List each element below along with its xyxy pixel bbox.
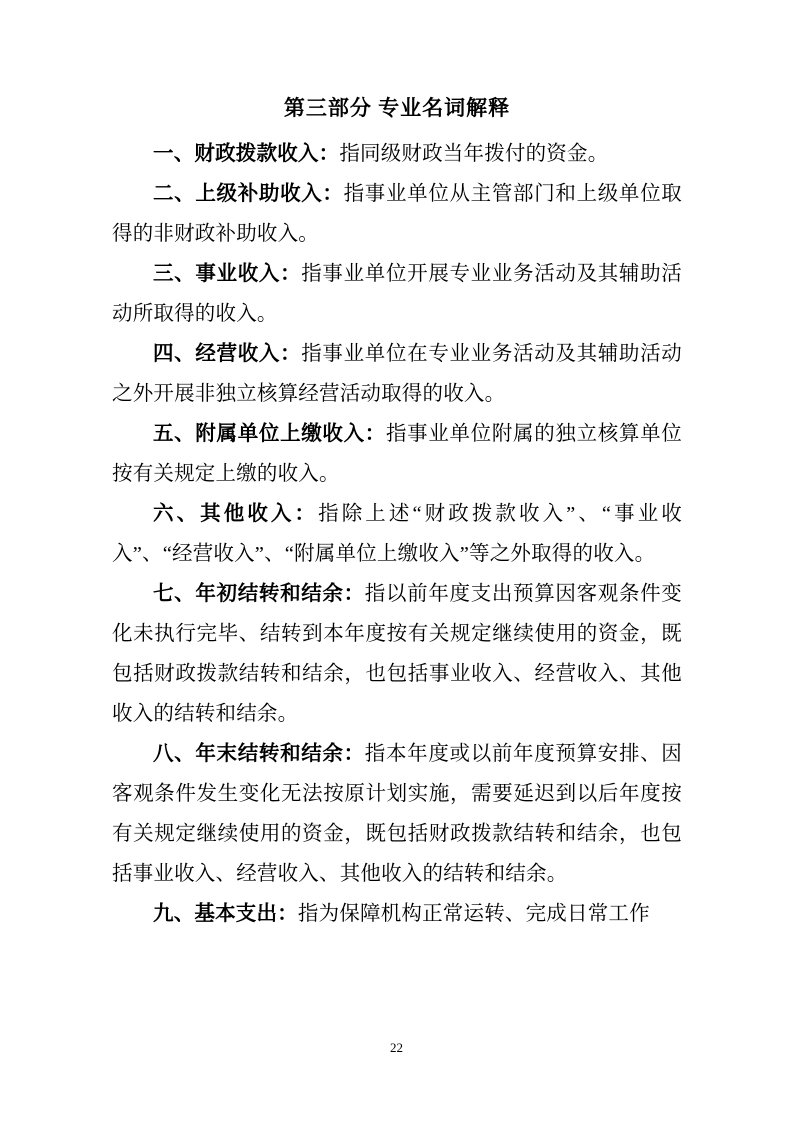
definition-text: 指事业单位开展专业业务活动及其辅助活动所取得的收入。: [112, 263, 682, 325]
definition-paragraph: [112, 734, 682, 894]
definition-term: 三、事业收入：: [153, 263, 302, 285]
definition-text: 指同级财政当年拨付的资金。: [339, 143, 609, 165]
definition-text: 指事业单位在专业业务活动及其辅助活动之外开展非独立核算经营活动取得的收入。: [112, 343, 682, 405]
definition-text: 指为保障机构正常运转、完成日常工作: [297, 903, 650, 925]
definition-term: 七、年初结转和结余：: [153, 583, 365, 605]
definition-term: 四、经营收入：: [153, 343, 302, 365]
definition-paragraph: [112, 494, 682, 574]
definition-term: 八、年末结转和结余：: [153, 743, 365, 765]
definition-text: 指除上述“财政拨款收入”、“事业收入”、“经营收入”、“附属单位上缴收入”等之外取得的收入。: [112, 503, 682, 565]
definition-paragraph: [112, 174, 682, 254]
definition-paragraph: [112, 134, 682, 174]
definition-term: 一、财政拨款收入：: [153, 143, 340, 165]
definition-text: 指本年度或以前年度预算安排、因客观条件发生变化无法按原计划实施，需要延迟到以后年度按有关规定继续使用的资金，既包括财政拨款结转和结余，也包括事业收入、经营收入、其他收入的结转和结余。: [112, 743, 683, 885]
definition-paragraph: [112, 414, 682, 494]
definition-term: 五、附属单位上缴收入：: [153, 423, 386, 445]
definition-paragraph: [112, 574, 682, 734]
definition-term: 九、基本支出：: [153, 903, 298, 925]
page-title: 第三部分 专业名词解释: [283, 96, 511, 120]
definition-paragraph: [112, 894, 682, 934]
definition-paragraph: [112, 254, 682, 334]
definition-text: 指以前年度支出预算因客观条件变化未执行完毕、结转到本年度按有关规定继续使用的资金，既包括财政拨款结转和结余，也包括事业收入、经营收入、其他收入的结转和结余。: [112, 583, 683, 725]
definition-paragraph: [112, 334, 682, 414]
definition-text: 指事业单位附属的独立核算单位按有关规定上缴的收入。: [112, 423, 682, 485]
document-body: [112, 88, 682, 934]
page-number: 22: [390, 1040, 403, 1055]
definition-text: 指事业单位从主管部门和上级单位取得的非财政补助收入。: [112, 183, 682, 245]
definition-term: 六、其他收入：: [153, 503, 319, 525]
definition-term: 二、上级补助收入：: [153, 183, 344, 205]
